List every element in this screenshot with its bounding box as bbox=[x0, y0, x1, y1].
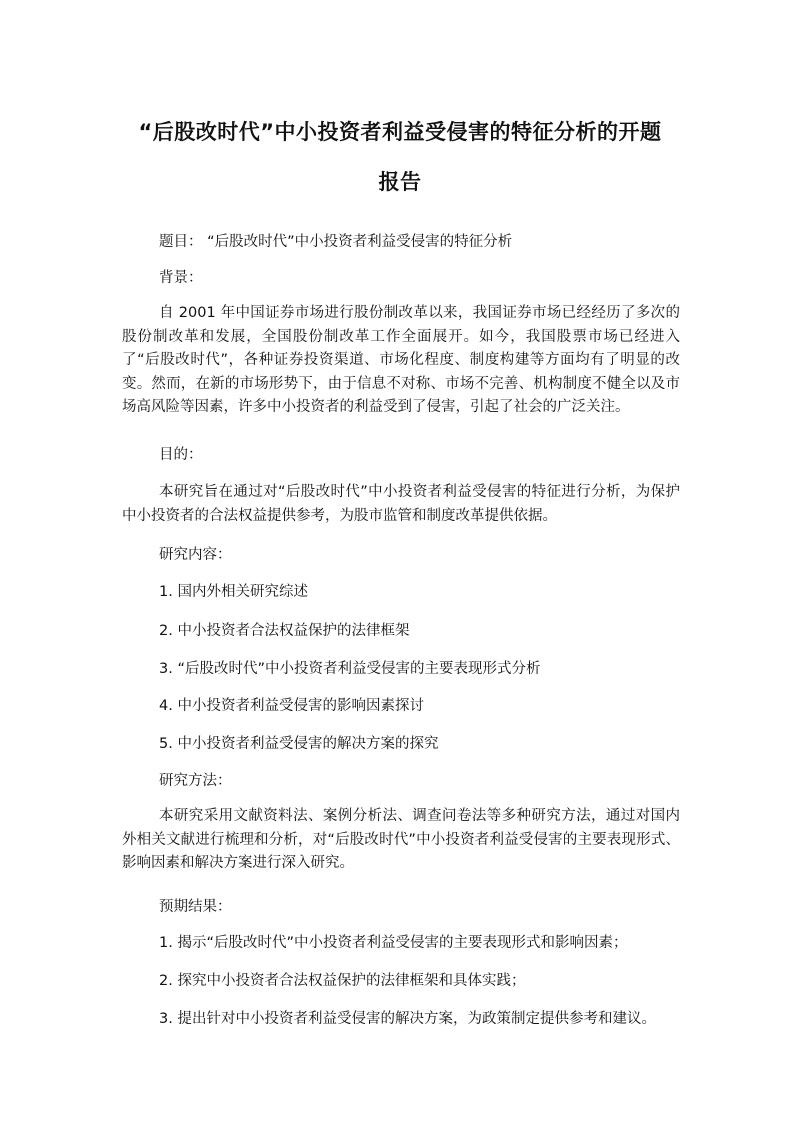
background-paragraph: 自 2001 年中国证券市场进行股份制改革以来，我国证券市场已经经历了多次的股份制改革和发展，全国股份制改革工作全面展开。如今，我国股票市场已经进入了“后股改时代”，各种证券投资渠道、市场化程度、制度构建等方面均有了明显的改变。然而，在新的市场形势下，由于信息不对称、市场不完善、机构制度不健全以及市场高风险等因素，许多中小投资者的利益受到了侵害，引起了社会的广泛关注。 bbox=[122, 305, 680, 415]
topic-line: 题目： “后股改时代”中小投资者利益受侵害的特征分析 bbox=[159, 234, 513, 250]
method-label: 研究方法： bbox=[159, 773, 232, 789]
purpose-paragraph: 本研究旨在通过对“后股改时代”中小投资者利益受侵害的特征进行分析，为保护中小投资者的合法权益提供参考，为股市监管和制度改革提供依据。 bbox=[122, 484, 680, 524]
content-item-2: 2. 中小投资者合法权益保护的法律框架 bbox=[159, 623, 410, 639]
document-title-line-2: 报告 bbox=[378, 170, 422, 194]
purpose-label: 目的： bbox=[159, 447, 203, 463]
results-label: 预期结果： bbox=[159, 899, 232, 915]
content-item-4: 4. 中小投资者利益受侵害的影响因素探讨 bbox=[159, 698, 424, 714]
method-paragraph: 本研究采用文献资料法、案例分析法、调查问卷法等多种研究方法，通过对国内外相关文献进行梳理和分析，对“后股改时代”中小投资者利益受侵害的主要表现形式、影响因素和解决方案进行深入研究。 bbox=[122, 808, 680, 871]
content-item-1: 1. 国内外相关研究综述 bbox=[159, 584, 308, 600]
results-item-1: 1. 揭示“后股改时代”中小投资者利益受侵害的主要表现形式和影响因素； bbox=[159, 935, 628, 951]
results-item-3: 3. 提出针对中小投资者利益受侵害的解决方案，为政策制定提供参考和建议。 bbox=[159, 1011, 656, 1027]
content-item-5: 5. 中小投资者利益受侵害的解决方案的探究 bbox=[159, 736, 439, 752]
content-label: 研究内容： bbox=[159, 547, 232, 563]
results-item-2: 2. 探究中小投资者合法权益保护的法律框架和具体实践； bbox=[159, 973, 526, 989]
content-item-3: 3. “后股改时代”中小投资者利益受侵害的主要表现形式分析 bbox=[159, 661, 541, 677]
background-label: 背景： bbox=[159, 270, 203, 286]
document-title-line-1: “后股改时代”中小投资者利益受侵害的特征分析的开题 bbox=[138, 120, 662, 144]
